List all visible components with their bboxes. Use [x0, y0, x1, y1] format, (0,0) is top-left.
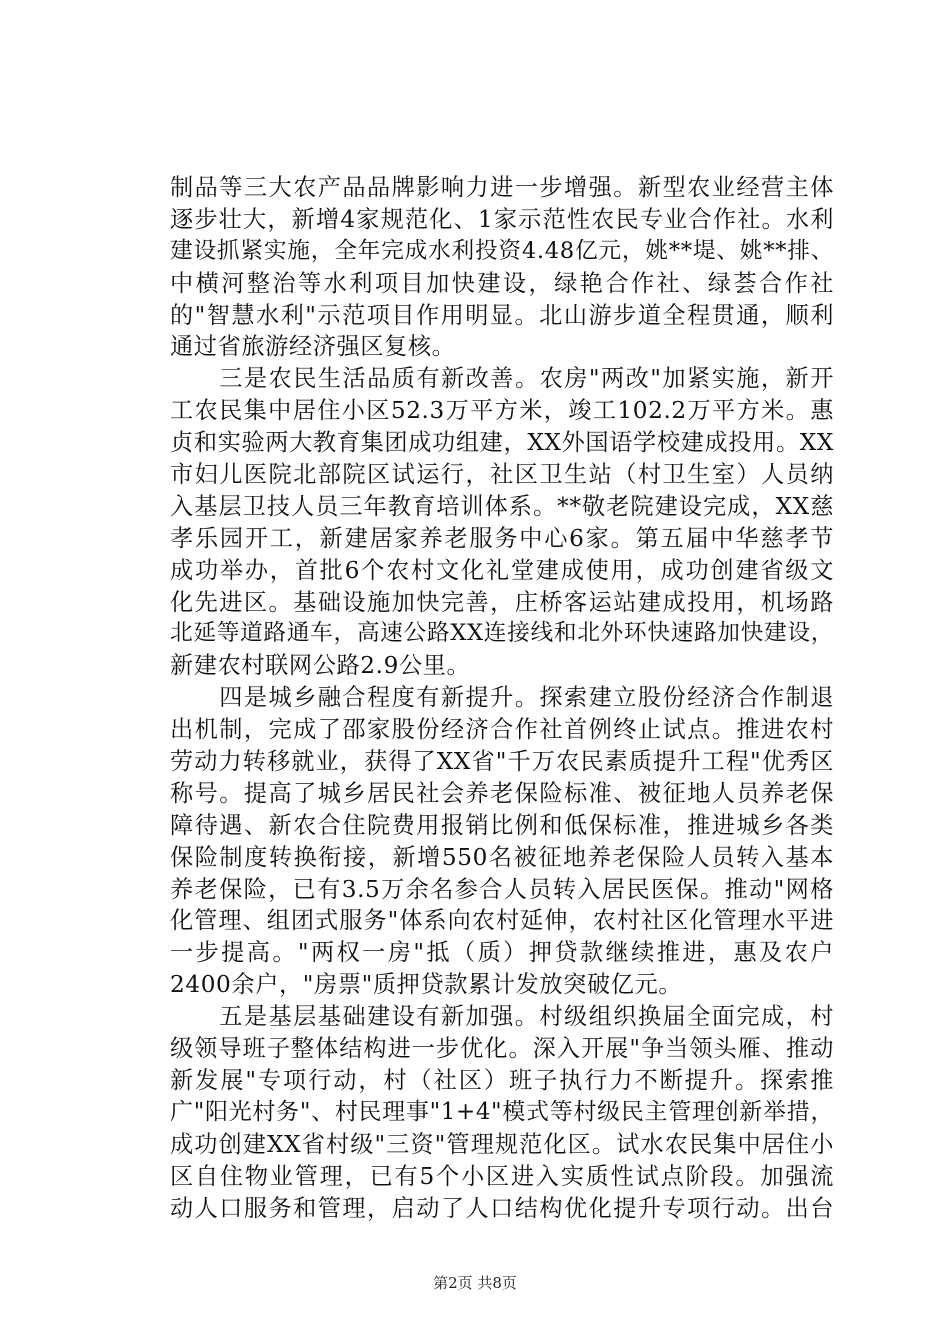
- text-line: 动人口服务和管理，启动了人口结构优化提升专项行动。出台: [170, 1194, 834, 1222]
- text-line: 市妇儿医院北部院区试运行，社区卫生站（村卫生室）人员纳: [170, 461, 834, 489]
- text-line: 新发展"专项行动，村（社区）班子执行力不断提升。探索推: [170, 1066, 834, 1094]
- text-line: 逐步壮大，新增4家规范化、1家示范性农民专业合作社。水利: [170, 205, 834, 233]
- text-line: 的"智慧水利"示范项目作用明显。北山游步道全程贯通，顺利: [170, 301, 834, 329]
- text-line: 北延等道路通车，高速公路XX连接线和北外环快速路加快建设，: [170, 620, 834, 647]
- text-line: 孝乐园开工，新建居家养老服务中心6家。第五届中华慈孝节: [170, 524, 834, 552]
- text-line: 称号。提高了城乡居民社会养老保险标准、被征地人员养老保: [170, 779, 834, 807]
- text-line: 中横河整治等水利项目加快建设，绿艳合作社、绿荟合作社: [170, 269, 834, 297]
- text-line: 成功创建XX省村级"三资"管理规范化区。试水农民集中居住小: [170, 1130, 834, 1158]
- text-line: 新建农村联网公路2.9公里。: [170, 652, 471, 680]
- text-line: 五是基层基础建设有新加强。村级组织换届全面完成，村: [170, 1003, 834, 1031]
- text-line: 化先进区。基础设施加快完善，庄桥客运站建成投用，机场路: [170, 588, 834, 616]
- text-line: 一步提高。"两权一房"抵（质）押贷款继续推进，惠及农户: [170, 939, 834, 967]
- text-line: 工农民集中居住小区52.3万平方米，竣工102.2万平方米。惠: [170, 397, 834, 425]
- text-line: 劳动力转移就业，获得了XX省"千万农民素质提升工程"优秀区: [170, 748, 834, 776]
- page-footer: 第2页 共8页: [433, 1274, 517, 1292]
- text-line: 入基层卫技人员三年教育培训体系。**敬老院建设完成，XX慈: [170, 492, 834, 520]
- text-line: 成功举办，首批6个农村文化礼堂建成使用，成功创建省级文: [170, 556, 834, 584]
- text-line: 保险制度转换衔接，新增550名被征地养老保险人员转入基本: [170, 843, 834, 871]
- text-line: 制品等三大农产品品牌影响力进一步增强。新型农业经营主体: [170, 174, 834, 201]
- text-line: 贞和实验两大教育集团成功组建，XX外国语学校建成投用。XX: [170, 429, 834, 457]
- body-text: [170, 172, 834, 1224]
- text-line: 建设抓紧实施，全年完成水利投资4.48亿元，姚**堤、姚**排、: [170, 237, 834, 264]
- text-line: 化管理、组团式服务"体系向农村延伸，农村社区化管理水平进: [170, 907, 834, 935]
- text-line: 区自住物业管理，已有5个小区进入实质性试点阶段。加强流: [170, 1162, 834, 1190]
- text-line: 养老保险，已有3.5万余名参合人员转入居民医保。推动"网格: [170, 875, 834, 903]
- text-line: 出机制，完成了邵家股份经济合作社首例终止试点。推进农村: [170, 716, 834, 744]
- text-line: 广"阳光村务"、村民理事"1+4"模式等村级民主管理创新举措，: [170, 1098, 834, 1125]
- text-line: 四是城乡融合程度有新提升。探索建立股份经济合作制退: [170, 684, 834, 712]
- text-line: 三是农民生活品质有新改善。农房"两改"加紧实施，新开: [170, 365, 834, 393]
- text-line: 级领导班子整体结构进一步优化。深入开展"争当领头雁、推动: [170, 1035, 834, 1063]
- text-line: 2400余户，"房票"质押贷款累计发放突破亿元。: [170, 971, 683, 999]
- text-line: 通过省旅游经济强区复核。: [170, 333, 456, 361]
- text-line: 障待遇、新农合住院费用报销比例和低保标准，推进城乡各类: [170, 811, 834, 839]
